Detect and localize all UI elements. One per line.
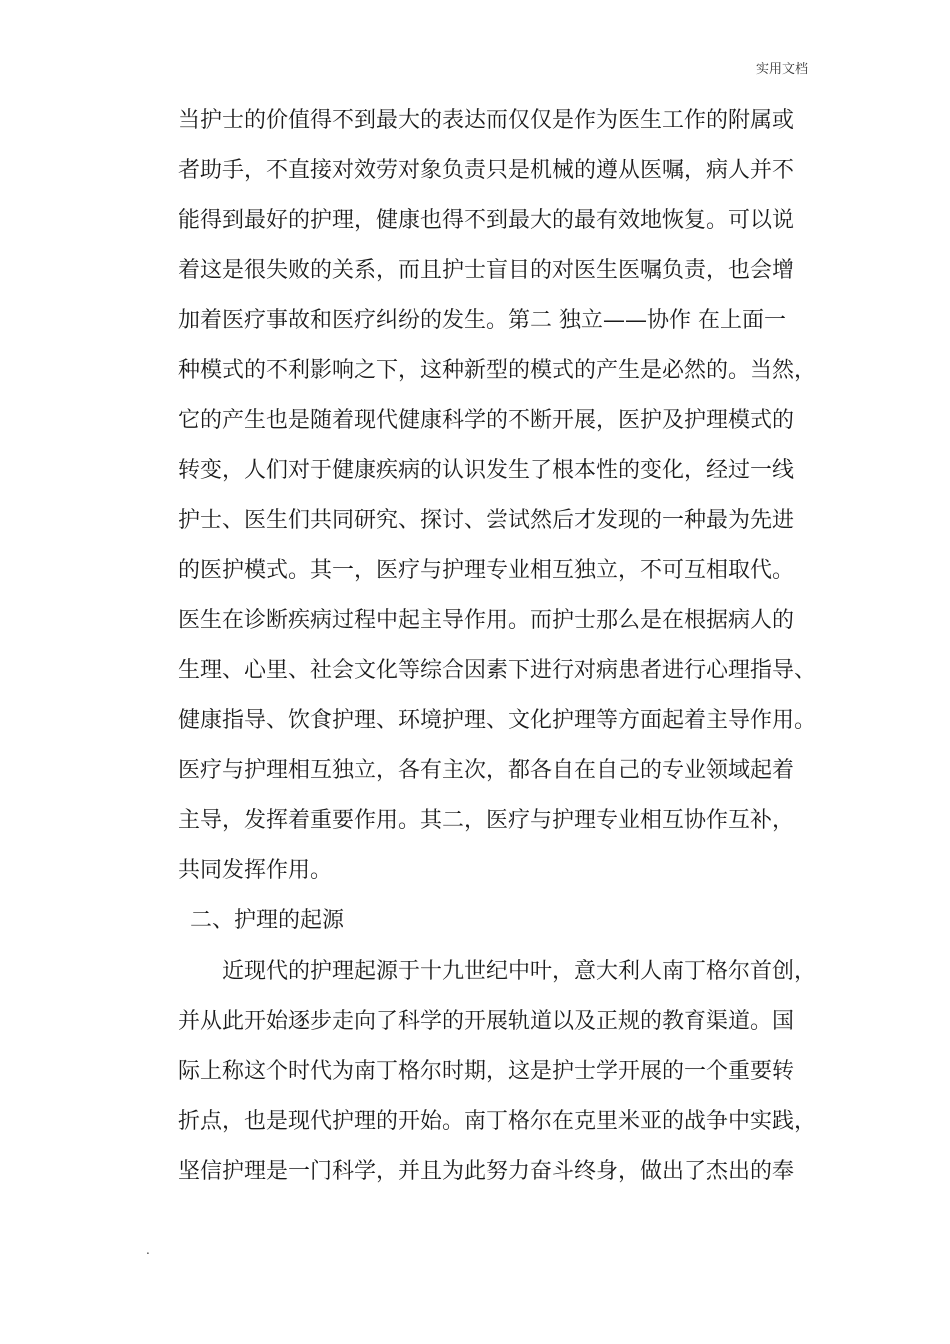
section-heading: 二、护理的起源 bbox=[190, 908, 345, 933]
text-line: 并从此开始逐步走向了科学的开展轨道以及正规的教育渠道。国 bbox=[178, 1009, 795, 1034]
text-line: 者助手，不直接对效劳对象负责只是机械的遵从医嘱，病人并不 bbox=[178, 158, 795, 183]
text-line: 坚信护理是一门科学，并且为此努力奋斗终身，做出了杰出的奉 bbox=[178, 1159, 795, 1184]
text-line: 主导，发挥着重要作用。其二，医疗与护理专业相互协作互补， bbox=[178, 808, 795, 833]
text-line: 生理、心里、社会文化等综合因素下进行对病患者进行心理指导、 bbox=[178, 658, 817, 683]
footer-mark: . bbox=[146, 1243, 150, 1257]
text-line: 当护士的价值得不到最大的表达而仅仅是作为医生工作的附属或 bbox=[178, 108, 795, 133]
text-line: 它的产生也是随着现代健康科学的不断开展，医护及护理模式的 bbox=[178, 408, 795, 433]
text-line: 能得到最好的护理，健康也得不到最大的最有效地恢复。可以说 bbox=[178, 208, 795, 233]
text-line: 着这是很失败的关系，而且护士盲目的对医生医嘱负责，也会增 bbox=[178, 258, 795, 283]
text-line: 转变，人们对于健康疾病的认识发生了根本性的变化，经过一线 bbox=[178, 458, 795, 483]
text-line: 折点，也是现代护理的开始。南丁格尔在克里米亚的战争中实践， bbox=[178, 1109, 817, 1134]
text-line: 健康指导、饮食护理、环境护理、文化护理等方面起着主导作用。 bbox=[178, 708, 817, 733]
text-line: 近现代的护理起源于十九世纪中叶，意大利人南丁格尔首创， bbox=[222, 959, 817, 984]
text-line: 种模式的不利影响之下，这种新型的模式的产生是必然的。当然， bbox=[178, 358, 817, 383]
text-line: 医生在诊断疾病过程中起主导作用。而护士那么是在根据病人的 bbox=[178, 608, 795, 633]
text-line: 医疗与护理相互独立，各有主次，都各自在自己的专业领域起着 bbox=[178, 758, 795, 783]
text-line: 共同发挥作用。 bbox=[178, 858, 333, 883]
text-line: 的医护模式。其一，医疗与护理专业相互独立，不可互相取代。 bbox=[178, 558, 795, 583]
page-header: 实用文档 bbox=[755, 62, 808, 77]
text-line: 际上称这个时代为南丁格尔时期，这是护士学开展的一个重要转 bbox=[178, 1059, 795, 1084]
text-line: 加着医疗事故和医疗纠纷的发生。第二 独立——协作 在上面一 bbox=[178, 308, 786, 333]
text-line: 护士、医生们共同研究、探讨、尝试然后才发现的一种最为先进 bbox=[178, 508, 795, 533]
